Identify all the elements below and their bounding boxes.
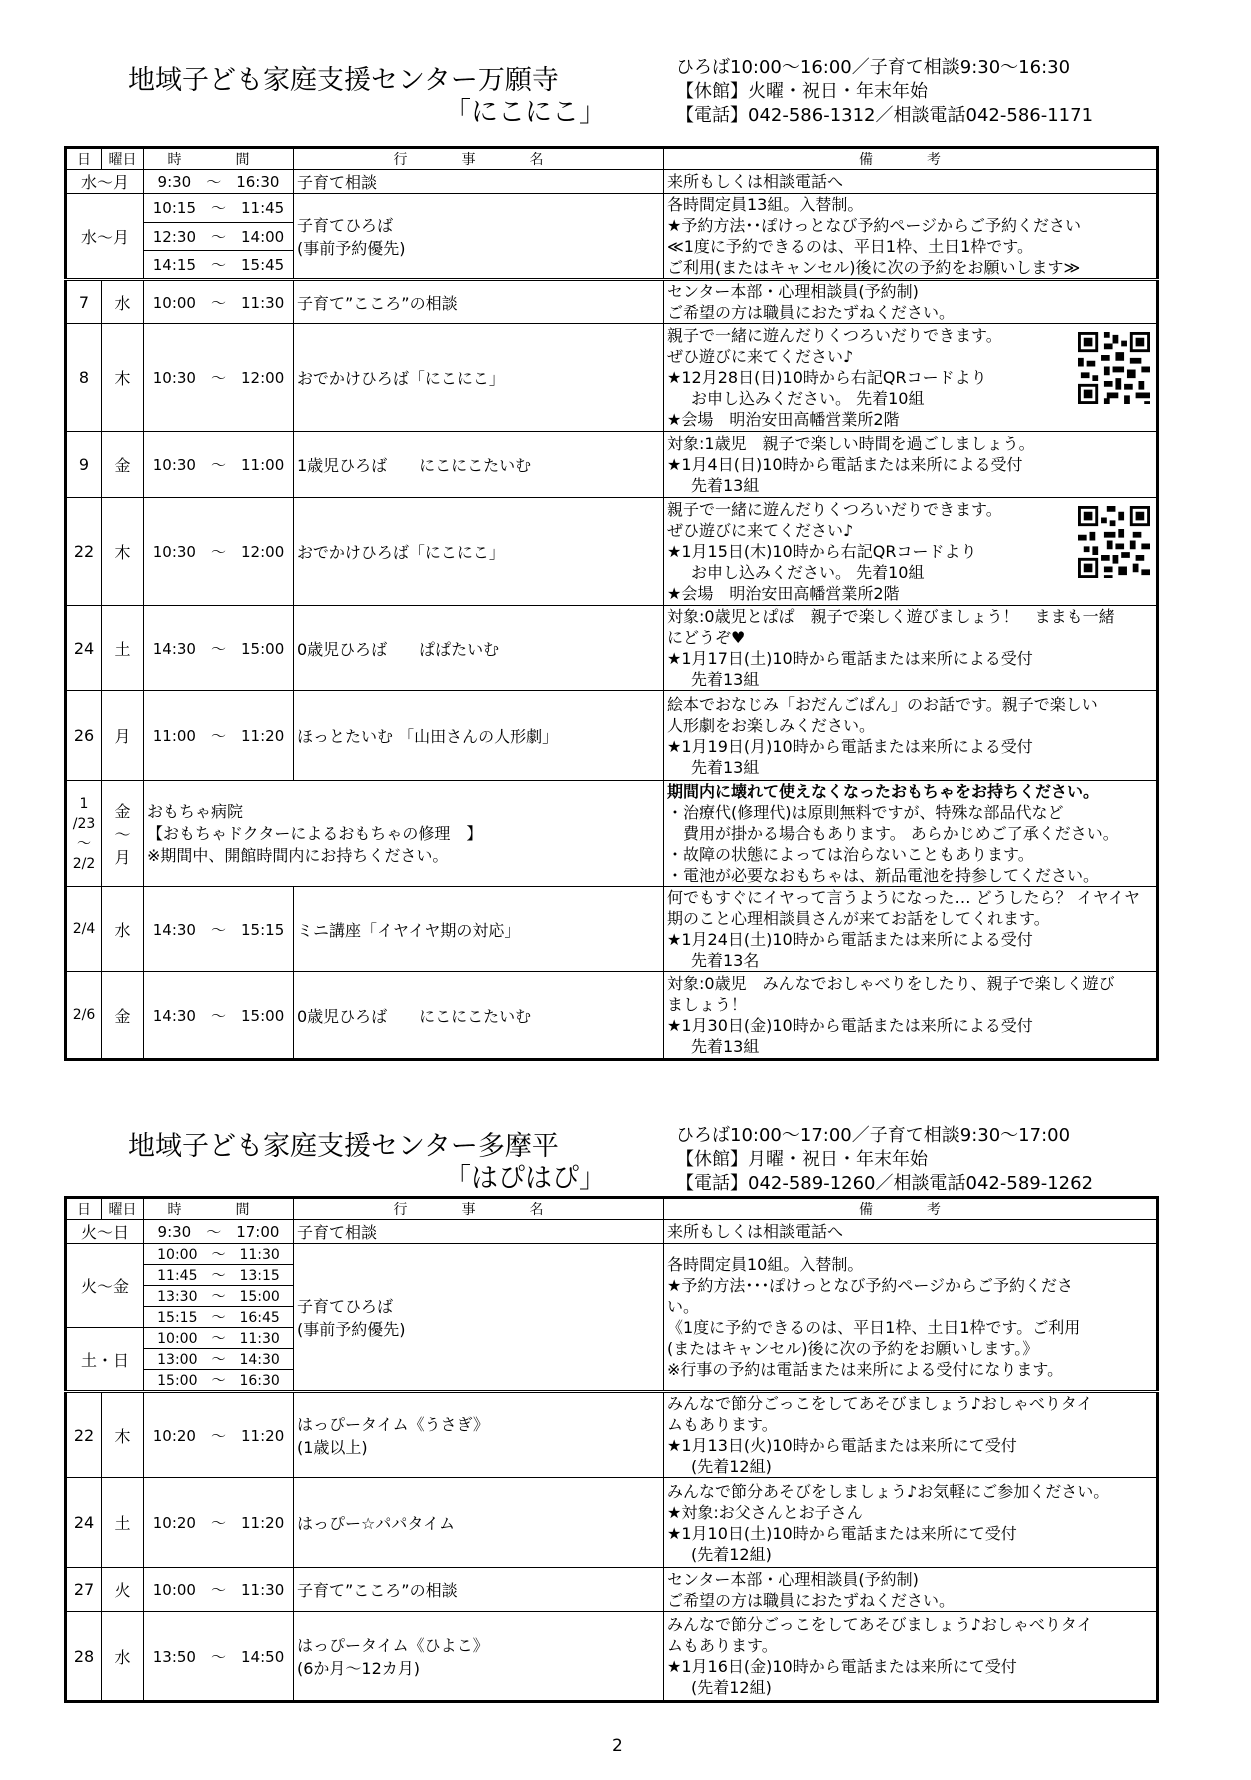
section1-closed: 【休館】火曜・祝日・年末年始: [676, 81, 928, 102]
section1-hours: ひろば10:00～16:00／子育て相談9:30～16:30: [676, 57, 1071, 78]
row-event: おでかけひろば「にこにこ」: [294, 498, 664, 606]
row-day: 24: [66, 606, 102, 691]
section2-closed: 【休館】月曜・祝日・年末年始: [676, 1149, 928, 1170]
row-remarks: 対象:1歳児 親子で楽しい時間を過ごしましょう。 ★1月4日(日)10時から電話または来所による受付 先着13組: [664, 432, 1158, 498]
row-event: 子育てひろば (事前予約優先): [294, 194, 664, 280]
table-row: [66, 691, 1158, 781]
row-remarks: 何でもすぐにイヤって言うようになった… どうしたら？ イヤイヤ 期のこと心理相談員さんが来てお話をしてくれます。 ★1月24日(土)10時から電話または来所による受付 先着13名: [664, 887, 1158, 972]
row-time: 13:50 ～ 14:50: [144, 1612, 294, 1702]
row-time: 11:45 ～ 13:15: [144, 1265, 294, 1286]
table-row: [66, 432, 1158, 498]
row-time: 14:30 ～ 15:00: [144, 606, 294, 691]
row-weekday: 土: [102, 1478, 144, 1568]
row-remarks: 来所もしくは相談電話へ: [664, 1220, 1158, 1244]
row-remarks: 各時間定員10組。入替制。 ★予約方法･･･ぽけっとなび予約ページからご予約くださ い。 《1度に予約できるのは、平日1枠、土日1枠です。ご利用 (またはキャンセル)後に次の予約をお願いします。》 ※行事の予約は電話または来所による受付になります。: [664, 1244, 1158, 1392]
table-header-row: [66, 148, 1158, 170]
row-day: 22: [66, 1392, 102, 1478]
row-remarks: みんなで節分ごっこをしてあそびましょう♪おしゃべりタイ ムもあります。 ★1月16日(金)10時から電話または来所にて受付 (先着12組): [664, 1612, 1158, 1702]
table-row: [66, 1244, 1158, 1265]
row-time: 9:30 ～ 17:00: [144, 1220, 294, 1244]
row-day: 2/6: [66, 972, 102, 1060]
row-remarks: 絵本でおなじみ「おだんごぱん」のお話です。親子で楽しい 人形劇をお楽しみください。 ★1月19日(月)10時から電話または来所による受付 先着13組: [664, 691, 1158, 781]
header-weekday: 曜日: [102, 148, 144, 170]
row-weekday: 金: [102, 432, 144, 498]
row-time: 13:30 ～ 15:00: [144, 1286, 294, 1307]
section1-phone: 【電話】042-586-1312／相談電話042-586-1171: [676, 105, 1094, 126]
row-remarks: センター本部・心理相談員(予約制) ご希望の方は職員におたずねください。: [664, 1568, 1158, 1612]
row-day: 火～金: [66, 1244, 144, 1328]
row-event: 0歳児ひろば ぱぱたいむ: [294, 606, 664, 691]
row-event: はっぴー☆パパタイム: [294, 1478, 664, 1568]
table-header-row: [66, 1198, 1158, 1220]
section2-info: [676, 1124, 1093, 1196]
row-remarks: 対象:0歳児とぱぱ 親子で楽しく遊びましょう！ ままも一緒 にどうぞ♥ ★1月17日(土)10時から電話または来所による受付 先着13組: [664, 606, 1158, 691]
row-remarks: 親子で一緒に遊んだりくつろいだりできます。 ぜひ遊びに来てください♪ ★12月28日(日)10時から右記QRコードより お申し込みください。 先着10組 ★会場 明治安田高幡営業所2階: [664, 324, 1158, 432]
row-weekday: 木: [102, 1392, 144, 1478]
qr-code-icon: [1078, 506, 1150, 578]
row-time: 10:15 ～ 11:45: [144, 194, 294, 223]
row-event: 子育て相談: [294, 1220, 664, 1244]
header-event: 行 事 名: [294, 1198, 664, 1220]
table-row: [66, 1478, 1158, 1568]
row-time: 10:30 ～ 11:00: [144, 432, 294, 498]
row-weekday: 水: [102, 1612, 144, 1702]
row-time: 10:00 ～ 11:30: [144, 1244, 294, 1265]
row-time: 15:15 ～ 16:45: [144, 1307, 294, 1328]
row-event: ほっとたいむ 「山田さんの人形劇」: [294, 691, 664, 781]
table-row: [66, 1220, 1158, 1244]
table-row: [66, 781, 1158, 887]
section2-phone: 【電話】042-589-1260／相談電話042-589-1262: [676, 1173, 1094, 1194]
row-event: おもちゃ病院 【おもちゃドクターによるおもちゃの修理 】 ※期間中、開館時間内にお持ちください。: [144, 781, 664, 887]
table-row: [66, 280, 1158, 324]
header-event: 行 事 名: [294, 148, 664, 170]
row-day: 2/4: [66, 887, 102, 972]
table-row: [66, 1392, 1158, 1478]
section2-hours: ひろば10:00～17:00／子育て相談9:30～17:00: [676, 1125, 1071, 1146]
row-remarks: みんなで節分あそびをしましょう♪お気軽にご参加ください。 ★対象:お父さんとお子さん ★1月10日(土)10時から電話または来所にて受付 (先着12組): [664, 1478, 1158, 1568]
row-day: 24: [66, 1478, 102, 1568]
row-time: 10:30 ～ 12:00: [144, 324, 294, 432]
table-row: [66, 887, 1158, 972]
row-event: 子育て相談: [294, 170, 664, 194]
row-event: はっぴータイム《うさぎ》 (1歳以上): [294, 1392, 664, 1478]
section1-schedule-table: [64, 146, 1159, 1061]
table-row: [66, 972, 1158, 1060]
header-time: 時 間: [144, 148, 294, 170]
row-time: 14:30 ～ 15:00: [144, 972, 294, 1060]
row-day: 7: [66, 280, 102, 324]
row-day: 26: [66, 691, 102, 781]
row-remarks: みんなで節分ごっこをしてあそびましょう♪おしゃべりタイ ムもあります。 ★1月13日(火)10時から電話または来所にて受付 (先着12組): [664, 1392, 1158, 1478]
table-row: [66, 606, 1158, 691]
row-time: 10:00 ～ 11:30: [144, 1568, 294, 1612]
row-weekday: 火: [102, 1568, 144, 1612]
section1-info: [676, 56, 1093, 128]
header-day: 日: [66, 1198, 102, 1220]
row-event: 1歳児ひろば にこにこたいむ: [294, 432, 664, 498]
row-time: 15:00 ～ 16:30: [144, 1370, 294, 1392]
row-remarks: 期間内に壊れて使えなくなったおもちゃをお持ちください。 ・治療代(修理代)は原則無料ですが、特殊な部品代など 費用が掛かる場合もあります。 あらかじめご了承ください。 ・故障の状態によっては治らないこともあります。 ・電池が必要なおもちゃは、新品電池を持参してください。: [664, 781, 1158, 887]
row-time: 10:30 ～ 12:00: [144, 498, 294, 606]
row-weekday: 水: [102, 887, 144, 972]
row-weekday: 月: [102, 691, 144, 781]
row-day: 9: [66, 432, 102, 498]
row-remarks: 親子で一緒に遊んだりくつろいだりできます。 ぜひ遊びに来てください♪ ★1月15日(木)10時から右記QRコードより お申し込みください。 先着10組 ★会場 明治安田高幡営業所2階: [664, 498, 1158, 606]
header-time: 時 間: [144, 1198, 294, 1220]
row-time: 14:15 ～ 15:45: [144, 251, 294, 280]
row-day: 土・日: [66, 1328, 144, 1392]
row-time: 10:00 ～ 11:30: [144, 280, 294, 324]
table-row: [66, 170, 1158, 194]
section2-title: 地域子ども家庭支援センター多摩平: [128, 1131, 559, 1162]
row-event: はっぴータイム《ひよこ》 (6か月～12カ月): [294, 1612, 664, 1702]
row-day: 水～月: [66, 194, 144, 280]
section1-title: 地域子ども家庭支援センター万願寺: [128, 65, 559, 96]
row-event: 子育てひろば (事前予約優先): [294, 1244, 664, 1392]
row-time: 12:30 ～ 14:00: [144, 222, 294, 251]
table-row: [66, 324, 1158, 432]
row-time: 11:00 ～ 11:20: [144, 691, 294, 781]
section1-subtitle: 「にこにこ」: [444, 97, 606, 128]
header-remarks: 備 考: [664, 1198, 1158, 1220]
row-weekday: 土: [102, 606, 144, 691]
row-day: 8: [66, 324, 102, 432]
row-weekday: 木: [102, 324, 144, 432]
table-row: [66, 1568, 1158, 1612]
row-weekday: 木: [102, 498, 144, 606]
row-time: 10:20 ～ 11:20: [144, 1392, 294, 1478]
row-event: 0歳児ひろば にこにこたいむ: [294, 972, 664, 1060]
row-day: 火～日: [66, 1220, 144, 1244]
row-time: 13:00 ～ 14:30: [144, 1349, 294, 1370]
row-day: 水～月: [66, 170, 144, 194]
row-event: 子育て”こころ”の相談: [294, 1568, 664, 1612]
table-row: [66, 194, 1158, 223]
row-remarks: 対象:0歳児 みんなでおしゃべりをしたり、親子で楽しく遊び ましょう！ ★1月30日(金)10時から電話または来所による受付 先着13組: [664, 972, 1158, 1060]
header-day: 日: [66, 148, 102, 170]
row-time: 14:30 ～ 15:15: [144, 887, 294, 972]
row-time: 10:00 ～ 11:30: [144, 1328, 294, 1349]
row-weekday: 水: [102, 280, 144, 324]
row-day: 22: [66, 498, 102, 606]
table-row: [66, 498, 1158, 606]
header-weekday: 曜日: [102, 1198, 144, 1220]
page-number: 2: [612, 1736, 623, 1756]
table-row: [66, 1612, 1158, 1702]
qr-code-icon: [1078, 332, 1150, 404]
row-remarks: センター本部・心理相談員(予約制) ご希望の方は職員におたずねください。: [664, 280, 1158, 324]
row-time: 9:30 ～ 16:30: [144, 170, 294, 194]
section2-subtitle: 「はぴはぴ」: [444, 1163, 606, 1194]
row-remarks: 各時間定員13組。入替制。 ★予約方法･･ぽけっとなび予約ページからご予約ください ≪1度に予約できるのは、平日1枠、土日1枠です。 ご利用(またはキャンセル)後に次の予約をお願いします≫: [664, 194, 1158, 280]
row-day: 28: [66, 1612, 102, 1702]
row-event: 子育て”こころ”の相談: [294, 280, 664, 324]
row-weekday: 金 ～ 月: [102, 781, 144, 887]
section2-schedule-table: [64, 1196, 1159, 1703]
row-time: 10:20 ～ 11:20: [144, 1478, 294, 1568]
row-day: 1 /23 ～ 2/2: [66, 781, 102, 887]
row-event: おでかけひろば「にこにこ」: [294, 324, 664, 432]
header-remarks: 備 考: [664, 148, 1158, 170]
row-remarks: 来所もしくは相談電話へ: [664, 170, 1158, 194]
row-event: ミニ講座「イヤイヤ期の対応」: [294, 887, 664, 972]
row-day: 27: [66, 1568, 102, 1612]
row-weekday: 金: [102, 972, 144, 1060]
